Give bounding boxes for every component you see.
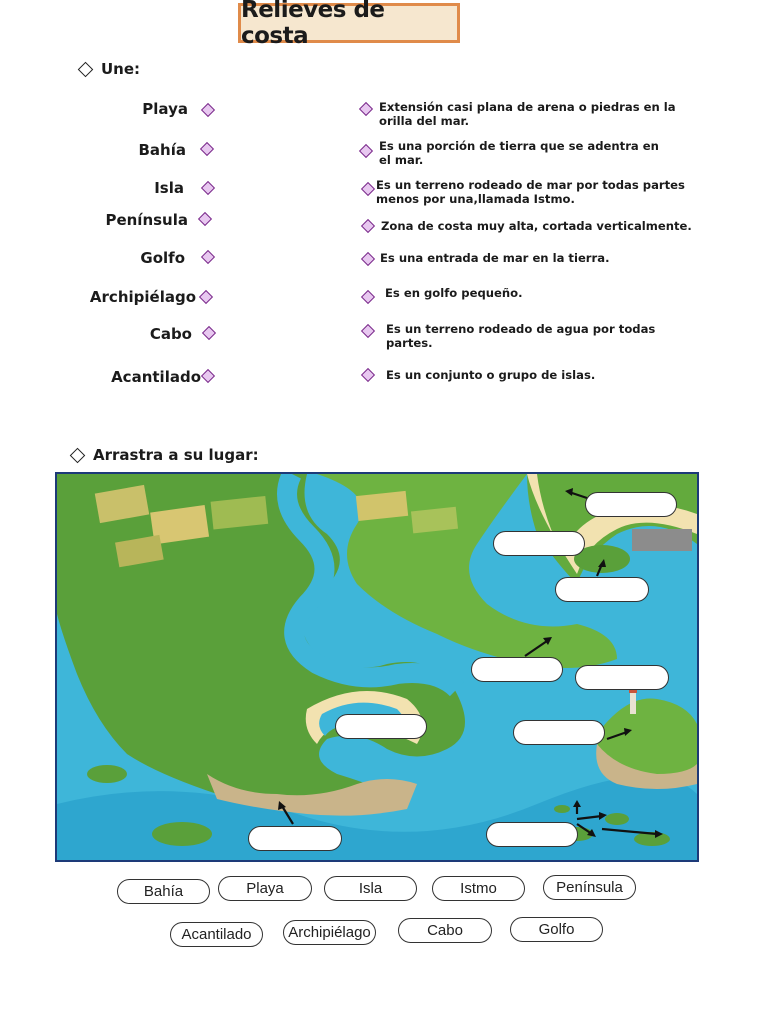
right-connector-3[interactable] <box>361 182 375 196</box>
left-connector-golfo[interactable] <box>201 250 215 264</box>
word-chip-playa[interactable]: Playa <box>218 876 312 901</box>
term-acantilado: Acantilado <box>111 368 201 386</box>
word-chip-bahia[interactable]: Bahía <box>117 879 210 904</box>
definition-4: Zona de costa muy alta, cortada verticalmente. <box>381 219 692 233</box>
diamond-bullet-icon <box>78 61 94 77</box>
definition-8: Es un conjunto o grupo de islas. <box>386 368 596 382</box>
drop-slot-4[interactable] <box>471 657 563 682</box>
right-connector-4[interactable] <box>361 219 375 233</box>
word-chip-archipielago[interactable]: Archipiélago <box>283 920 376 945</box>
drop-slot-3[interactable] <box>555 577 649 602</box>
right-connector-6[interactable] <box>361 290 375 304</box>
left-connector-archipielago[interactable] <box>199 290 213 304</box>
term-peninsula: Península <box>105 211 188 229</box>
word-chip-peninsula[interactable]: Península <box>543 875 636 900</box>
drop-slot-2[interactable] <box>493 531 585 556</box>
left-connector-isla[interactable] <box>201 181 215 195</box>
word-chip-istmo[interactable]: Istmo <box>432 876 525 901</box>
definition-1: Extensión casi plana de arena o piedras en la orilla del mar. <box>379 100 676 128</box>
worksheet-title <box>238 0 460 49</box>
drop-slot-9[interactable] <box>486 822 578 847</box>
title-text: Relieves de costa <box>241 0 385 49</box>
left-connector-bahia[interactable] <box>200 142 214 156</box>
diamond-bullet-icon <box>70 447 86 463</box>
section-une-label: Une: <box>80 60 140 78</box>
definition-2: Es una porción de tierra que se adentra en el mar. <box>379 139 659 167</box>
left-connector-peninsula[interactable] <box>198 212 212 226</box>
drop-slot-8[interactable] <box>248 826 342 851</box>
word-chip-acantilado[interactable]: Acantilado <box>170 922 263 947</box>
section-arrastra-label: Arrastra a su lugar: <box>72 446 259 464</box>
term-archipielago: Archipiélago <box>89 288 196 306</box>
word-chip-isla[interactable]: Isla <box>324 876 417 901</box>
coastal-relief-map <box>55 472 699 862</box>
definition-5: Es una entrada de mar en la tierra. <box>380 251 610 265</box>
definition-3: Es un terreno rodeado de mar por todas partes menos por una,llamada Istmo. <box>376 178 685 206</box>
term-playa: Playa <box>142 100 188 118</box>
left-connector-playa[interactable] <box>201 103 215 117</box>
definition-6: Es en golfo pequeño. <box>385 286 523 300</box>
term-bahia: Bahía <box>138 141 186 159</box>
word-chip-cabo[interactable]: Cabo <box>398 918 492 943</box>
left-connector-acantilado[interactable] <box>201 369 215 383</box>
drop-slot-7[interactable] <box>513 720 605 745</box>
left-connector-cabo[interactable] <box>202 326 216 340</box>
right-connector-1[interactable] <box>359 102 373 116</box>
word-chip-golfo[interactable]: Golfo <box>510 917 603 942</box>
drop-slot-5[interactable] <box>575 665 669 690</box>
term-golfo: Golfo <box>140 249 185 267</box>
drop-slot-6[interactable] <box>335 714 427 739</box>
drop-slot-1[interactable] <box>585 492 677 517</box>
term-cabo: Cabo <box>149 325 192 343</box>
right-connector-8[interactable] <box>361 368 375 382</box>
term-isla: Isla <box>154 179 184 197</box>
right-connector-7[interactable] <box>361 324 375 338</box>
definition-7: Es un terreno rodeado de agua por todas partes. <box>386 322 656 350</box>
right-connector-5[interactable] <box>361 252 375 266</box>
right-connector-2[interactable] <box>359 144 373 158</box>
